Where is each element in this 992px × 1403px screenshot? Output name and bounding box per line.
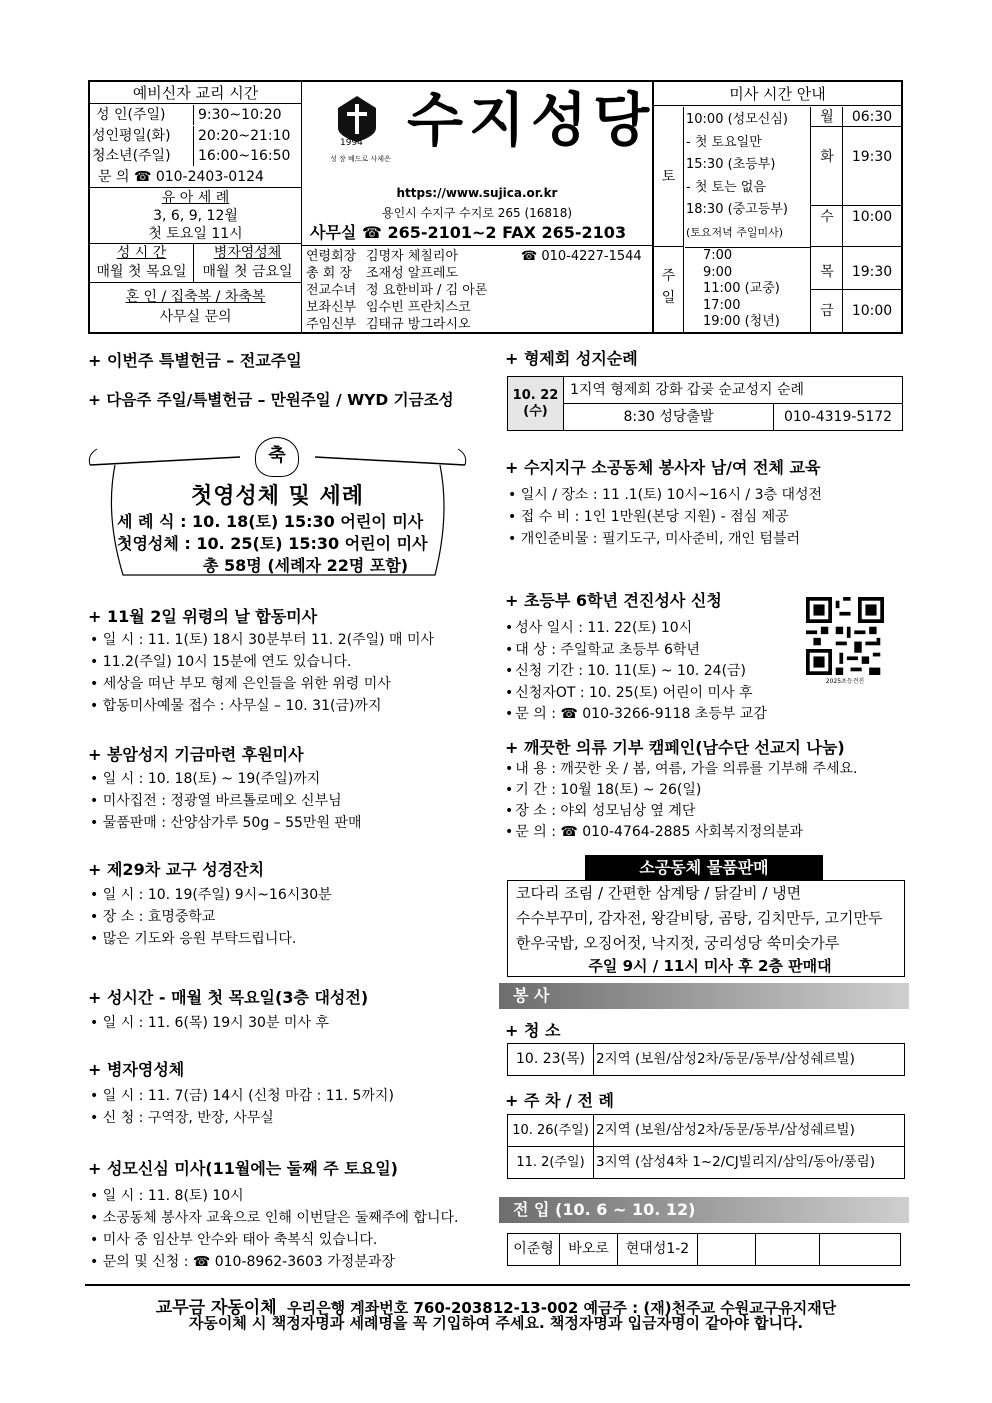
office-phone: 사무실 ☎ 265-2101~2 FAX 265-2103 <box>310 223 627 242</box>
parking-table: 10. 26(주일) 2지역 (보원/삼성2차/동문/동부/삼성쉐르빌) 11. 2(주일) 3지역 (삼성4차 1~2/CJ빌리지/삼익/동아/풍림) <box>507 1114 905 1179</box>
pilgrimage-desc: 1지역 형제회 강화 갑곶 순교성지 순례 <box>564 377 903 404</box>
banner-communion: 첫영성체 : 10. 25(토) 15:30 어린이 미사 <box>117 534 428 553</box>
holy-hour-title: + 성시간 - 매월 첫 목요일(3층 대성전) <box>88 988 369 1007</box>
celebration-badge: 축 <box>255 437 299 477</box>
service-bar: 봉 사 <box>499 983 909 1009</box>
header-left-panel <box>90 82 302 332</box>
catechism-title: 예비신자 교리 시간 <box>90 82 301 104</box>
marian-mass-list: • 일 시 : 11. 8(토) 10시 • 소공동체 봉사자 교육으로 인해 이번달은 둘째주에 합니다. • 미사 중 임산부 안수와 태아 축복식 있습니다. • 문의 및 신청 : ☎ 010-8962-3603 가정분과장 <box>90 1185 458 1273</box>
transfer-bar: 전 입 (10. 6 ~ 10. 12) <box>499 1197 909 1223</box>
sale-title: 소공동체 물품판매 <box>585 855 823 880</box>
infant-baptism: 유 아 세 례 3, 6, 9, 12월 첫 토요일 11시 <box>148 190 243 242</box>
catechism-row-1: 성 인(주일) 9:30~10:20 <box>90 105 301 125</box>
offering-next-week: + 다음주 주일/특별헌금 – 만원주일 / WYD 기금조성 <box>88 391 454 409</box>
church-logo: 1994 <box>332 94 382 150</box>
volunteer-edu-title: + 수지지구 소공동체 봉사자 남/여 전체 교육 <box>505 458 821 477</box>
catechism-row-2: 성인평일(화) 20:20~21:10 <box>92 128 291 144</box>
bible-festival-list: • 일 시 : 10. 19(주일) 9시~16시30분 • 장 소 : 효명중학교 • 많은 기도와 응원 부탁드립니다. <box>90 884 332 950</box>
pilgrimage-title: + 형제회 성지순례 <box>505 349 638 368</box>
staff-list <box>302 245 652 332</box>
memorial-mass-title: + 11월 2일 위령의 날 합동미사 <box>88 607 318 626</box>
holy-hour-list: • 일 시 : 11. 6(목) 19시 30분 미사 후 <box>90 1012 329 1034</box>
weekday-masses: 월 06:30 화 19:30 수 10:00 목 19:30 금 10:00 <box>810 107 901 332</box>
bongam-list: • 일 시 : 10. 18(토) ~ 19(주일)까지 • 미사집전 : 정광열 바르톨로메오 신부님 • 물품판매 : 산양삼가루 50g – 55만원 판매 <box>90 768 361 834</box>
parking-title: + 주 차 / 전 례 <box>505 1091 614 1110</box>
cleaning-title: + 청 소 <box>505 1021 561 1040</box>
footer-line-1: 교무금 자동이체 우리은행 계좌번호 760-203812-13-002 예금주 : (재)천주교 수원교구유지재단 <box>155 1298 837 1318</box>
memorial-mass-list: • 일 시 : 11. 1(토) 18시 30분부터 11. 2(주일) 매 미사 • 11.2(주일) 10시 15분에 연도 있습니다. • 세상을 떠난 부모 형제 은인들을 위한 위령 미사 • 합동미사예물 접수 : 사무실 – 10. 31(금)까지 <box>90 629 434 717</box>
qr-code-icon <box>806 597 884 675</box>
logo-caption: 성 장 베드로 사제은 <box>330 155 391 163</box>
sick-communion-title: + 병자영성체 <box>88 1060 185 1079</box>
marian-mass-title: + 성모신심 미사(11월에는 둘째 주 토요일) <box>88 1159 398 1178</box>
church-title: 수지성당 <box>407 86 656 154</box>
pilgrimage-depart: 8:30 성당출발 <box>564 404 774 431</box>
mass-schedule <box>652 82 901 332</box>
sunday-label: 주일 <box>654 247 684 332</box>
staff-row-5: 주임신부 김태규 방그라시오 <box>306 317 471 332</box>
staff-row-4: 보좌신부 임수빈 프란치스코 <box>306 300 471 315</box>
confirmation-title: + 초등부 6학년 견진성사 신청 <box>505 591 722 610</box>
adoration-sick-row: 성 시 간 매월 첫 목요일 병자영성체 매월 첫 금요일 <box>90 243 301 283</box>
sacrament-banner <box>85 435 470 580</box>
transfer-table: 이준형 바오로 현대성1-2 <box>507 1233 901 1266</box>
saturday-label: 토 <box>654 107 684 247</box>
header-center <box>302 82 656 332</box>
header-box <box>88 80 903 334</box>
mass-title: 미사 시간 안내 <box>654 82 901 106</box>
website-link[interactable]: https://www.sujica.or.kr <box>396 186 558 200</box>
saturday-times: 10:00 (성모신심) - 첫 토요일만 15:30 (초등부) - 첫 토는 없음 18:30 (중고등부) (토요저녁 주일미사) <box>686 112 788 239</box>
staff-row-2: 총 회 장 조재성 알프레도 <box>306 266 459 281</box>
qr-caption: 2025초등견진 <box>825 678 865 685</box>
volunteer-edu-list: • 일시 / 장소 : 11 .1(토) 10시~16시 / 3층 대성전 • 접 수 비 : 1인 1만원(본당 지원) - 점심 제공 • 개인준비물 : 필기도구, 미사준비, 개인 텀블러 <box>508 484 822 550</box>
sunday-times: 7:00 9:00 11:00 (교중) 17:00 19:00 (청년) <box>685 247 811 332</box>
sale-box: 코다리 조림 / 간편한 삼계탕 / 닭갈비 / 냉면 수수부꾸미, 감자전, 왕갈비탕, 곰탕, 김치만두, 고기만두 한우국밥, 오징어젓, 낙지젓, 궁리성당 쑥미숫가루 주일 9시 / 11시 미사 후 2층 판매대 <box>507 880 905 977</box>
pilgrimage-date: 10. 22 (수) <box>508 377 564 431</box>
sick-communion-list: • 일 시 : 11. 7(금) 14시 (신청 마감 : 11. 5까지) • 신 청 : 구역장, 반장, 사무실 <box>90 1085 394 1129</box>
footer-line-2: 자동이체 시 책정자명과 세례명을 꼭 기입하여 주세요. 책정자명과 입금자명이 같아야 합니다. <box>188 1314 804 1332</box>
address: 용인시 수지구 수지로 265 (16818) <box>381 206 573 220</box>
bible-festival-title: + 제29차 교구 성경잔치 <box>88 860 265 879</box>
banner-title: 첫영성체 및 세례 <box>190 484 365 509</box>
footer-divider <box>85 1284 910 1286</box>
pilgrimage-table <box>507 376 903 431</box>
banner-baptism: 세 례 식 : 10. 18(토) 15:30 어린이 미사 <box>117 512 424 531</box>
confirmation-list: • 성사 일시 : 11. 22(토) 10시 • 대 상 : 주일학교 초등부 6학년 • 신청 기간 : 10. 11(토) ~ 10. 24(금) • 신청자OT : 10. 25(토) 어린이 미사 후 • 문 의 : ☎ 010-3266-9118 초등부 교감 <box>505 618 767 726</box>
banner-total: 총 58명 (세례자 22명 포함) <box>203 556 409 575</box>
clothes-donation-list: • 내 용 : 깨끗한 옷 / 봄, 여름, 가을 의류를 기부해 주세요. • 기 간 : 10월 18(토) ~ 26(일) • 장 소 : 야외 성모님상 옆 계단 • 문 의 : ☎ 010-4764-2885 사회복지정의분과 <box>505 759 857 843</box>
wedding-info: 혼 인 / 집축복 / 차축복 사무실 문의 <box>125 289 266 325</box>
clothes-donation-title: + 깨끗한 의류 기부 캠페인(남수단 선교지 나눔) <box>505 738 845 757</box>
catechism-row-3: 청소년(주일) 16:00~16:50 <box>92 148 291 164</box>
staff-row-1: 연령회장 김명자 체칠리아 ☎ 010-4227-1544 <box>306 249 642 264</box>
staff-row-3: 전교수녀 정 요한비파 / 김 아론 <box>306 283 488 298</box>
pilgrimage-phone: 010-4319-5172 <box>774 404 903 431</box>
catechism-contact: 문 의 ☎ 010-2403-0124 <box>90 167 301 188</box>
qr-code[interactable] <box>806 597 884 675</box>
bongam-title: + 봉암성지 기금마련 후원미사 <box>88 745 304 764</box>
cleaning-table: 10. 23(목) 2지역 (보원/삼성2차/동문/동부/삼성쉐르빌) <box>507 1043 905 1076</box>
offering-this-week: + 이번주 특별헌금 – 전교주일 <box>88 351 302 370</box>
